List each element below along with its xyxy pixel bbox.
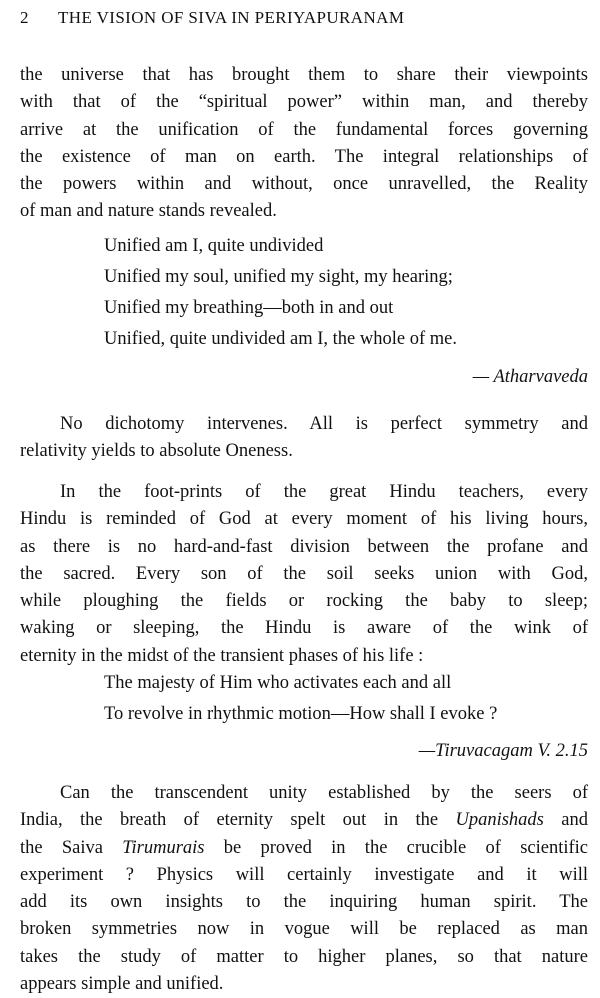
verse-line: To revolve in rhythmic motion—How shall I evoke ? <box>104 704 498 724</box>
emphasis-tirumurais: Tirumurais <box>122 837 205 858</box>
paragraph-4 <box>20 780 588 998</box>
emphasis-upanishads: Upanishads <box>455 810 544 831</box>
running-title: THE VISION OF SIVA IN PERIYAPURANAM <box>58 8 405 27</box>
line-text: be proved in the crucible of scientific <box>204 837 588 858</box>
paragraph-line: with that of the “spiritual power” within man, and thereby <box>20 92 588 113</box>
verse-line: Unified my soul, unified my sight, my hearing; <box>104 267 453 287</box>
paragraph-line: eternity in the midst of the transient phases of his life : <box>20 645 424 666</box>
paragraph-2 <box>20 411 588 466</box>
paragraph-line: takes the study of matter to higher planes, so that nature <box>20 946 588 967</box>
verse-line: Unified my breathing—both in and out <box>104 298 394 318</box>
paragraph-line <box>20 835 588 862</box>
paragraph-line: the universe that has brought them to share their viewpoints <box>20 65 588 85</box>
verse-line: Unified, quite undivided am I, the whole of me. <box>104 329 457 349</box>
paragraph-3 <box>20 479 588 670</box>
page-number: 2 <box>20 8 29 27</box>
paragraph-line: add its own insights to the inquiring human spirit. The <box>20 892 588 913</box>
paragraph-line: In the foot-prints of the great Hindu teachers, every <box>60 482 588 502</box>
paragraph-line: Can the transcendent unity established by the seers of <box>60 783 588 803</box>
paragraph-1 <box>20 62 588 226</box>
paragraph-line: arrive at the unification of the fundamental forces governing <box>20 119 588 140</box>
paragraph-line: No dichotomy intervenes. All is perfect symmetry and <box>60 414 588 434</box>
verse-2-attribution: —Tiruvacagam V. 2.15 <box>418 741 588 761</box>
paragraph-line: while ploughing the fields or rocking the baby to sleep; <box>20 591 588 612</box>
paragraph-line: appears simple and unified. <box>20 974 224 995</box>
paragraph-line: experiment ? Physics will certainly investigate and it will <box>20 864 588 885</box>
verse-line: Unified am I, quite undivided <box>104 236 324 256</box>
running-head <box>20 8 590 30</box>
paragraph-line: the powers within and without, once unravelled, the Reality <box>20 174 588 195</box>
verse-2 <box>104 668 497 730</box>
verse-line: The majesty of Him who activates each and all <box>104 673 452 693</box>
paragraph-line: waking or sleeping, the Hindu is aware of the wink of <box>20 618 588 639</box>
paragraph-line: relativity yields to absolute Oneness. <box>20 441 293 462</box>
paragraph-line: the sacred. Every son of the soil seeks union with God, <box>20 563 588 584</box>
verse-1-attribution: — Atharvaveda <box>472 367 588 387</box>
paragraph-line: the existence of man on earth. The integral relationships of <box>20 146 588 167</box>
paragraph-line: Hindu is reminded of God at every moment of his living hours, <box>20 509 588 530</box>
paragraph-line: of man and nature stands revealed. <box>20 201 277 222</box>
line-text: India, the breath of eternity spelt out in the <box>20 810 456 831</box>
line-text: and <box>543 810 588 831</box>
paragraph-line: broken symmetries now in vogue will be replaced as man <box>20 919 588 940</box>
paragraph-line: as there is no hard-and-fast division between the profane and <box>20 536 588 557</box>
verse-1 <box>104 231 457 355</box>
line-text: the Saiva <box>20 837 123 858</box>
paragraph-line <box>20 807 588 834</box>
